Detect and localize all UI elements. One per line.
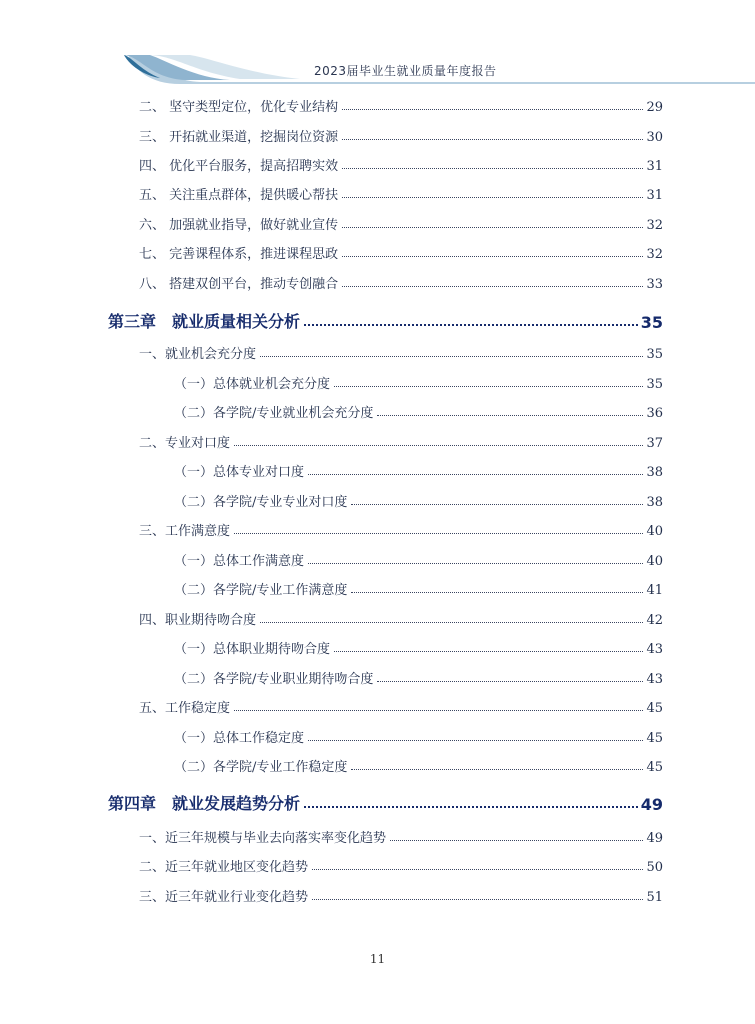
toc-entry[interactable] [139,885,663,905]
toc-entry[interactable] [139,242,663,262]
toc-entry-page: 42 [646,613,663,628]
toc-entry[interactable] [139,272,663,292]
toc-subentry[interactable] [174,372,663,392]
toc-entry[interactable] [139,519,663,539]
toc-entry-page: 51 [646,890,663,905]
toc-subentry-label: （一）总体工作稳定度 [174,731,305,746]
dot-leader [308,562,643,564]
toc-entry-label: 二、专业对口度 [139,436,231,451]
toc-entry-label: 二、 坚守类型定位，优化专业结构 [139,100,339,115]
toc-entry-page: 32 [646,218,663,233]
dot-leader [342,167,643,169]
toc-entry-label: 七、 完善课程体系，推进课程思政 [139,247,339,262]
toc-subentry-page: 43 [646,642,663,657]
toc-chapter-entry[interactable] [108,308,663,332]
dot-leader [234,444,643,446]
toc-entry-label: 二、近三年就业地区变化趋势 [139,860,309,875]
toc-entry-page: 30 [646,130,663,145]
toc-entry[interactable] [139,125,663,145]
toc-subentry-page: 35 [646,377,663,392]
page-header [0,0,755,90]
toc-chapter-entry[interactable] [108,790,663,814]
toc-subentry[interactable] [174,401,663,421]
dot-leader [377,414,643,416]
toc-entry-label: 三、 开拓就业渠道，挖掘岗位资源 [139,130,339,145]
toc-entry[interactable] [139,696,663,716]
toc-chapter-page: 49 [640,795,663,814]
toc-entry-label: 四、职业期待吻合度 [139,613,257,628]
dot-leader [342,138,643,140]
toc-entry-label: 三、近三年就业行业变化趋势 [139,890,309,905]
toc-subentry-label: （二）各学院/专业工作稳定度 [174,760,348,775]
dot-leader [260,355,643,357]
toc-entry-page: 31 [646,188,663,203]
dot-leader [342,108,643,110]
toc-entry-page: 31 [646,159,663,174]
dot-leader [342,285,643,287]
toc-subentry-page: 38 [646,465,663,480]
toc-subentry-label: （一）总体工作满意度 [174,554,305,569]
toc-entry-label: 三、工作满意度 [139,524,231,539]
toc-entry-page: 33 [646,277,663,292]
toc-entry-label: 五、 关注重点群体，提供暖心帮扶 [139,188,339,203]
toc-subentry-page: 43 [646,672,663,687]
toc-entry[interactable] [139,431,663,451]
dot-leader [312,868,643,870]
dot-leader [234,709,643,711]
dot-leader [304,805,638,808]
toc-subentry-label: （二）各学院/专业就业机会充分度 [174,406,374,421]
toc-chapter-label: 第三章 就业质量相关分析 [108,312,301,331]
toc-subentry-label: （一）总体职业期待吻合度 [174,642,331,657]
toc-subentry-label: （一）总体专业对口度 [174,465,305,480]
toc-subentry[interactable] [174,549,663,569]
toc-entry-page: 35 [646,347,663,362]
toc-entry-page: 32 [646,247,663,262]
toc-subentry-page: 36 [646,406,663,421]
dot-leader [334,650,643,652]
header-title: 2023届毕业生就业质量年度报告 [314,64,497,78]
dot-leader [304,323,638,326]
dot-leader [334,385,643,387]
dot-leader [234,532,643,534]
toc-entry-label: 八、 搭建双创平台，推动专创融合 [139,277,339,292]
dot-leader [260,621,643,623]
toc-subentry-label: （一）总体就业机会充分度 [174,377,331,392]
toc-subentry[interactable] [174,755,663,775]
toc-subentry[interactable] [174,490,663,510]
toc-subentry-page: 45 [646,731,663,746]
dot-leader [308,739,643,741]
toc-subentry-label: （二）各学院/专业工作满意度 [174,583,348,598]
toc-entry-page: 37 [646,436,663,451]
dot-leader [342,226,643,228]
toc-entry[interactable] [139,213,663,233]
toc-subentry-page: 41 [646,583,663,598]
toc-subentry[interactable] [174,578,663,598]
toc-entry[interactable] [139,608,663,628]
toc-entry-page: 49 [646,831,663,846]
toc-subentry[interactable] [174,637,663,657]
toc-entry-label: 五、工作稳定度 [139,701,231,716]
toc-entry[interactable] [139,342,663,362]
toc-chapter-page: 35 [640,313,663,332]
toc-entry[interactable] [139,183,663,203]
dot-leader [351,503,643,505]
toc-entry-page: 50 [646,860,663,875]
toc-entry[interactable] [139,154,663,174]
dot-leader [351,591,643,593]
toc-entry-page: 40 [646,524,663,539]
toc-subentry-page: 38 [646,495,663,510]
dot-leader [390,839,643,841]
toc-entry-label: 一、近三年规模与毕业去向落实率变化趋势 [139,831,387,846]
toc-subentry-label: （二）各学院/专业职业期待吻合度 [174,672,374,687]
toc-entry-label: 四、 优化平台服务，提高招聘实效 [139,159,339,174]
toc-subentry-page: 45 [646,760,663,775]
page-number: 11 [369,952,386,966]
dot-leader [342,255,643,257]
toc-subentry-label: （二）各学院/专业专业对口度 [174,495,348,510]
dot-leader [308,473,643,475]
dot-leader [351,768,643,770]
toc-subentry-page: 40 [646,554,663,569]
dot-leader [312,898,643,900]
toc-entry-page: 45 [646,701,663,716]
toc-chapter-label: 第四章 就业发展趋势分析 [108,794,301,813]
toc-entry[interactable] [139,855,663,875]
toc-entry-page: 29 [646,100,663,115]
toc-subentry[interactable] [174,460,663,480]
dot-leader [377,680,643,682]
toc-entry[interactable] [139,95,663,115]
toc-entry-label: 一、就业机会充分度 [139,347,257,362]
toc-entry[interactable] [139,826,663,846]
dot-leader [342,196,643,198]
toc-subentry[interactable] [174,726,663,746]
toc-entry-label: 六、 加强就业指导，做好就业宣传 [139,218,339,233]
toc-subentry[interactable] [174,667,663,687]
